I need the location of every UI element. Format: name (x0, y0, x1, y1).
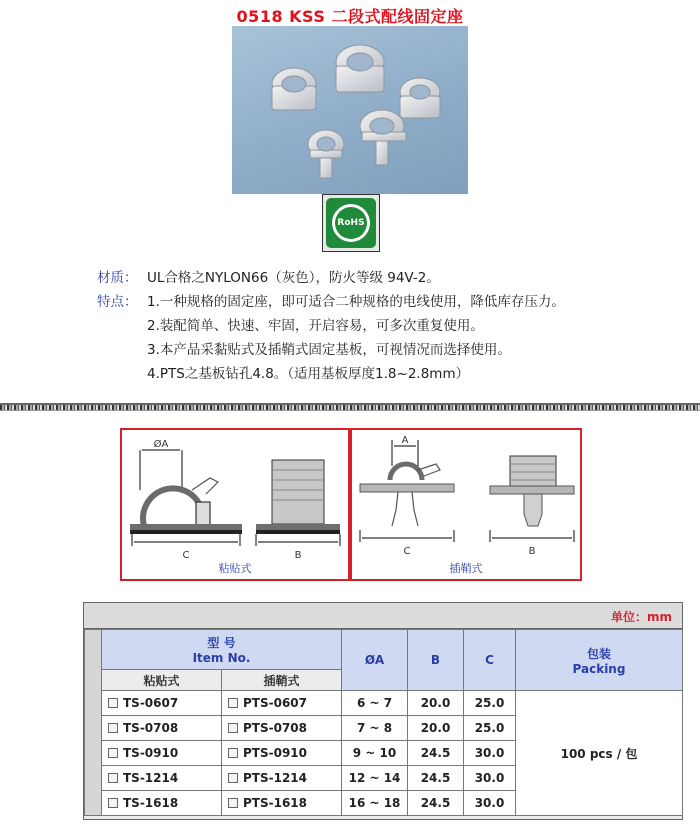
pin-caption: 插鞘式 (449, 562, 483, 575)
dia-cell: 6 ~ 7 (342, 691, 408, 716)
packing-cell: 100 pcs / 包 (516, 691, 683, 816)
checkbox-icon[interactable] (228, 773, 238, 783)
adhesive-type-header: 粘贴式 (102, 670, 222, 691)
dia-cell: 12 ~ 14 (342, 766, 408, 791)
dim-c-label: C (182, 550, 190, 561)
spec-table-panel (83, 602, 683, 820)
ts-model: TS-1214 (123, 771, 179, 785)
feature-3: 3.本产品采黏贴式及插鞘式固定基板，可视情况而选择使用。 (147, 342, 511, 358)
rohs-badge (322, 194, 380, 252)
feature-4: 4.PTS之基板钻孔4.8。（适用基板厚度1.8~2.8mm） (147, 366, 470, 382)
material-text: UL合格之NYLON66（灰色），防火等级 94V-2。 (147, 270, 440, 286)
table-side-strip (85, 630, 102, 816)
feature-2: 2.装配简单、快速、牢固，开启容易，可多次重复使用。 (147, 318, 484, 334)
c-cell: 30.0 (464, 766, 516, 791)
pts-model: PTS-1618 (243, 796, 308, 810)
feature-row-4 (97, 362, 687, 386)
dia-header: ØA (342, 630, 408, 691)
c-cell: 30.0 (464, 791, 516, 816)
pts-cell (222, 791, 342, 816)
ts-model: TS-0708 (123, 721, 179, 735)
table-row (85, 691, 683, 716)
feature-row-2 (97, 314, 687, 338)
checkbox-icon[interactable] (108, 748, 118, 758)
checkbox-icon[interactable] (108, 698, 118, 708)
b-header: B (408, 630, 464, 691)
feature-1: 1.一种规格的固定座，即可适合二种规格的电线使用，降低库存压力。 (147, 294, 565, 310)
decorative-divider (0, 403, 700, 411)
spec-table (84, 629, 683, 816)
c-cell: 30.0 (464, 741, 516, 766)
adhesive-clip-drawing (122, 430, 348, 579)
dia-cell: 16 ~ 18 (342, 791, 408, 816)
checkbox-icon[interactable] (228, 698, 238, 708)
checkbox-icon[interactable] (108, 798, 118, 808)
checkbox-icon[interactable] (108, 723, 118, 733)
model-header-cn: 型 号 (207, 636, 236, 650)
spec-section (97, 266, 687, 386)
pts-model: PTS-0708 (243, 721, 308, 735)
dim-c-label: C (403, 546, 411, 557)
dim-a-label: ØA (153, 439, 169, 450)
pts-model: PTS-0607 (243, 696, 308, 710)
b-cell: 24.5 (408, 791, 464, 816)
packing-header-en: Packing (572, 661, 626, 676)
c-header: C (464, 630, 516, 691)
rohs-label: RoHS (335, 207, 367, 239)
page-title: 0518 KSS 二段式配线固定座 (236, 7, 464, 26)
checkbox-icon[interactable] (228, 798, 238, 808)
ts-model: TS-0607 (123, 696, 179, 710)
material-row (97, 266, 687, 290)
pts-cell (222, 691, 342, 716)
b-cell: 20.0 (408, 716, 464, 741)
ts-cell (102, 691, 222, 716)
pts-cell (222, 716, 342, 741)
packing-header-cn: 包装 (586, 646, 611, 661)
ts-model: TS-1618 (123, 796, 179, 810)
unit-label: 单位：mm (610, 610, 672, 624)
b-cell: 20.0 (408, 691, 464, 716)
c-cell: 25.0 (464, 691, 516, 716)
pin-clip-drawing (352, 430, 580, 579)
checkbox-icon[interactable] (228, 748, 238, 758)
dim-a-label: A (401, 435, 409, 446)
pts-cell (222, 741, 342, 766)
product-photo (232, 26, 468, 194)
checkbox-icon[interactable] (108, 773, 118, 783)
material-label: 材质： (97, 270, 138, 286)
cable-clip-photo-image (232, 26, 468, 194)
dim-b-label: B (528, 546, 536, 557)
pts-model: PTS-1214 (243, 771, 308, 785)
pts-model: PTS-0910 (243, 746, 308, 760)
dia-cell: 7 ~ 8 (342, 716, 408, 741)
checkbox-icon[interactable] (228, 723, 238, 733)
feature-row (97, 290, 687, 314)
c-cell: 25.0 (464, 716, 516, 741)
feature-label: 特点： (97, 294, 138, 310)
adhesive-diagram (120, 428, 350, 581)
ts-cell (102, 741, 222, 766)
model-header-en: Item No. (192, 651, 251, 665)
b-cell: 24.5 (408, 766, 464, 791)
ts-model: TS-0910 (123, 746, 179, 760)
unit-bar (84, 603, 682, 629)
feature-row-3 (97, 338, 687, 362)
dim-b-label: B (294, 550, 302, 561)
adhesive-caption: 粘贴式 (218, 562, 252, 575)
ts-cell (102, 791, 222, 816)
ts-cell (102, 766, 222, 791)
pts-cell (222, 766, 342, 791)
pin-diagram (350, 428, 582, 581)
b-cell: 24.5 (408, 741, 464, 766)
model-header (102, 630, 342, 670)
pin-type-header: 插鞘式 (222, 670, 342, 691)
dia-cell: 9 ~ 10 (342, 741, 408, 766)
ts-cell (102, 716, 222, 741)
packing-header (516, 630, 683, 691)
